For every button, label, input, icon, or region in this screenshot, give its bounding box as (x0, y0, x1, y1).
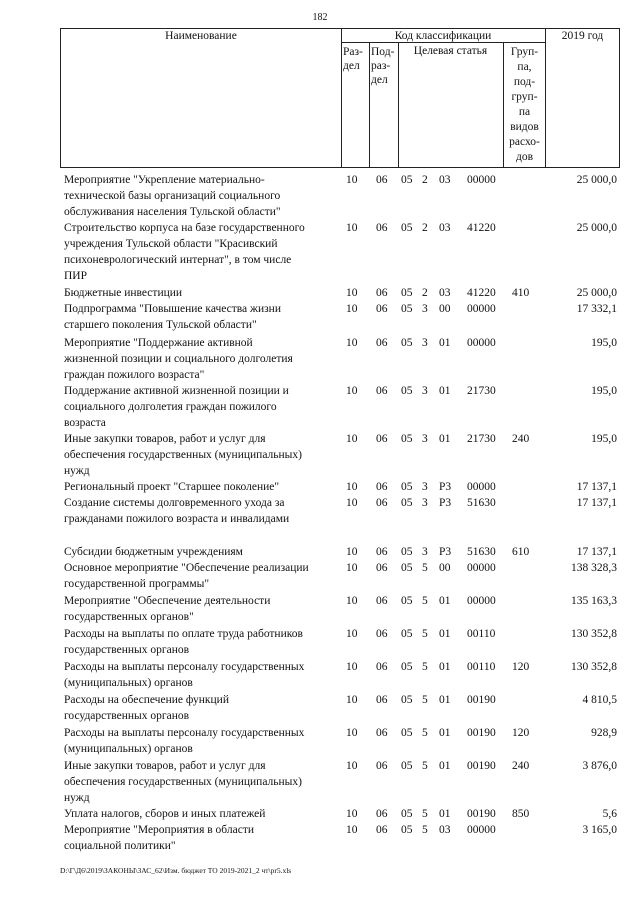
target-part2-cell: 5 (422, 661, 428, 673)
target-part1-cell: 05 (401, 385, 413, 397)
razdel-cell: 10 (346, 433, 358, 445)
razdel-cell: 10 (346, 174, 358, 186)
target-part4-cell: 00190 (467, 694, 496, 706)
header-target: Целевая статья (413, 45, 488, 57)
amount-cell: 130 352,8 (571, 661, 617, 673)
target-part1-cell: 05 (401, 546, 413, 558)
amount-cell: 195,0 (591, 433, 617, 445)
header-podrazdel: Под- раз- дел (371, 46, 395, 86)
target-part4-cell: 51630 (467, 546, 496, 558)
target-part2-cell: 5 (422, 808, 428, 820)
target-part2-cell: 5 (422, 824, 428, 836)
header-top-border (60, 28, 620, 29)
target-part1-cell: 05 (401, 562, 413, 574)
target-part3-cell: Р3 (439, 481, 452, 493)
razdel-cell: 10 (346, 222, 358, 234)
target-part2-cell: 3 (422, 546, 428, 558)
header-razdel-divider (369, 42, 370, 168)
target-part3-cell: 01 (439, 385, 451, 397)
row-name: Мероприятие "Обеспечение деятельности государственных органов" (64, 595, 271, 623)
row-name: Расходы на обеспечение функций государственных органов (64, 694, 229, 722)
header-name: Наименование (165, 30, 237, 42)
vid-cell: 120 (512, 661, 530, 673)
target-part2-cell: 5 (422, 628, 428, 640)
target-part3-cell: 00 (439, 303, 451, 315)
amount-cell: 135 163,3 (571, 595, 617, 607)
podrazdel-cell: 06 (376, 694, 388, 706)
podrazdel-cell: 06 (376, 546, 388, 558)
target-part2-cell: 3 (422, 497, 428, 509)
row-name: Бюджетные инвестиции (64, 287, 183, 299)
target-part3-cell: 01 (439, 808, 451, 820)
target-part4-cell: 00000 (467, 481, 496, 493)
row-name: Расходы на выплаты персоналу государственных (муниципальных) органов (64, 661, 305, 689)
vid-cell: 240 (512, 433, 530, 445)
row-name: Строительство корпуса на базе государственного учреждения Тульской области "Красивский психоневрологический интернат", в том числе ПИР (64, 222, 305, 282)
target-part4-cell: 00190 (467, 760, 496, 772)
target-part3-cell: 03 (439, 222, 451, 234)
row-name: Уплата налогов, сборов и иных платежей (64, 808, 266, 820)
target-part3-cell: 03 (439, 174, 451, 186)
header-year-divider (545, 28, 546, 168)
header-name-divider (341, 28, 342, 168)
header-code-group: Код классификации (394, 30, 492, 42)
razdel-cell: 10 (346, 824, 358, 836)
podrazdel-cell: 06 (376, 303, 388, 315)
target-part1-cell: 05 (401, 661, 413, 673)
target-part1-cell: 05 (401, 595, 413, 607)
target-part3-cell: 01 (439, 661, 451, 673)
row-name: Мероприятие "Поддержание активной жизненной позиции и социального долголетия граждан пожилого возраста" (64, 337, 293, 381)
target-part4-cell: 00110 (467, 628, 496, 640)
podrazdel-cell: 06 (376, 497, 388, 509)
target-part1-cell: 05 (401, 174, 413, 186)
target-part1-cell: 05 (401, 287, 413, 299)
amount-cell: 130 352,8 (571, 628, 617, 640)
podrazdel-cell: 06 (376, 287, 388, 299)
target-part3-cell: 01 (439, 628, 451, 640)
podrazdel-cell: 06 (376, 628, 388, 640)
target-part2-cell: 3 (422, 433, 428, 445)
razdel-cell: 10 (346, 497, 358, 509)
target-part1-cell: 05 (401, 222, 413, 234)
header-year: 2019 год (561, 30, 604, 42)
vid-cell: 410 (512, 287, 530, 299)
target-part4-cell: 41220 (467, 222, 496, 234)
target-part1-cell: 05 (401, 824, 413, 836)
razdel-cell: 10 (346, 481, 358, 493)
target-part2-cell: 5 (422, 562, 428, 574)
podrazdel-cell: 06 (376, 481, 388, 493)
target-part2-cell: 2 (422, 174, 428, 186)
target-part4-cell: 00000 (467, 562, 496, 574)
amount-cell: 17 137,1 (576, 546, 617, 558)
amount-cell: 195,0 (591, 385, 617, 397)
podrazdel-cell: 06 (376, 808, 388, 820)
row-name: Расходы на выплаты персоналу государственных (муниципальных) органов (64, 727, 305, 755)
target-part2-cell: 2 (422, 287, 428, 299)
target-part2-cell: 5 (422, 595, 428, 607)
amount-cell: 3 165,0 (582, 824, 617, 836)
razdel-cell: 10 (346, 337, 358, 349)
header-code-subline (341, 42, 545, 43)
target-part1-cell: 05 (401, 760, 413, 772)
amount-cell: 928,9 (591, 727, 617, 739)
amount-cell: 17 137,1 (576, 497, 617, 509)
target-part2-cell: 3 (422, 481, 428, 493)
target-part1-cell: 05 (401, 808, 413, 820)
razdel-cell: 10 (346, 694, 358, 706)
target-part3-cell: 03 (439, 287, 451, 299)
target-part1-cell: 05 (401, 497, 413, 509)
target-part3-cell: 01 (439, 433, 451, 445)
target-part2-cell: 2 (422, 222, 428, 234)
target-part1-cell: 05 (401, 433, 413, 445)
target-part1-cell: 05 (401, 628, 413, 640)
target-part2-cell: 3 (422, 385, 428, 397)
target-part3-cell: Р3 (439, 546, 452, 558)
target-part4-cell: 41220 (467, 287, 496, 299)
target-part4-cell: 21730 (467, 433, 496, 445)
target-part1-cell: 05 (401, 694, 413, 706)
target-part3-cell: 01 (439, 694, 451, 706)
razdel-cell: 10 (346, 385, 358, 397)
amount-cell: 17 332,1 (576, 303, 617, 315)
podrazdel-cell: 06 (376, 385, 388, 397)
vid-cell: 120 (512, 727, 530, 739)
target-part1-cell: 05 (401, 303, 413, 315)
header-bottom-border (60, 167, 620, 168)
amount-cell: 25 000,0 (576, 174, 617, 186)
header-podrazdel-divider (398, 42, 399, 168)
header-vid: Груп- па, под- груп- па видов расхо- дов (509, 46, 540, 163)
header-left-border (60, 28, 61, 168)
amount-cell: 195,0 (591, 337, 617, 349)
podrazdel-cell: 06 (376, 174, 388, 186)
razdel-cell: 10 (346, 303, 358, 315)
row-name: Мероприятие "Мероприятия в области социальной политики" (64, 824, 254, 852)
podrazdel-cell: 06 (376, 562, 388, 574)
target-part1-cell: 05 (401, 481, 413, 493)
amount-cell: 25 000,0 (576, 287, 617, 299)
file-path-footer: D:\Г\Д6\2019\ЗАКОНЫ\ЗАС_62\Изм. бюджет ТО 2019-2021_2 чт\pr5.xls (60, 866, 292, 875)
target-part3-cell: 03 (439, 824, 451, 836)
razdel-cell: 10 (346, 661, 358, 673)
row-name: Мероприятие "Укрепление материально- технической базы организаций социального обслуживания населения Тульской области" (64, 174, 281, 218)
razdel-cell: 10 (346, 595, 358, 607)
target-part4-cell: 00000 (467, 824, 496, 836)
podrazdel-cell: 06 (376, 727, 388, 739)
amount-cell: 25 000,0 (576, 222, 617, 234)
razdel-cell: 10 (346, 628, 358, 640)
target-part4-cell: 00000 (467, 303, 496, 315)
podrazdel-cell: 06 (376, 661, 388, 673)
row-name: Региональный проект "Старшее поколение" (64, 481, 280, 493)
target-part2-cell: 3 (422, 337, 428, 349)
razdel-cell: 10 (346, 727, 358, 739)
row-name: Основное мероприятие "Обеспечение реализации государственной программы" (64, 562, 309, 590)
razdel-cell: 10 (346, 562, 358, 574)
podrazdel-cell: 06 (376, 337, 388, 349)
target-part3-cell: 00 (439, 562, 451, 574)
target-part4-cell: 00000 (467, 595, 496, 607)
target-part4-cell: 00190 (467, 727, 496, 739)
row-name: Иные закупки товаров, работ и услуг для обеспечения государственных (муниципальных) нужд (64, 433, 302, 477)
vid-cell: 850 (512, 808, 530, 820)
target-part2-cell: 5 (422, 694, 428, 706)
header-razdel: Раз- дел (343, 46, 363, 72)
razdel-cell: 10 (346, 760, 358, 772)
page-number: 182 (312, 12, 328, 23)
row-name: Поддержание активной жизненной позиции и социального долголетия граждан пожилого возраста (64, 385, 289, 429)
vid-cell: 610 (512, 546, 530, 558)
row-name: Иные закупки товаров, работ и услуг для обеспечения государственных (муниципальных) нужд (64, 760, 302, 804)
row-name: Создание системы долговременного ухода за гражданами пожилого возраста и инвалидами (64, 497, 290, 525)
amount-cell: 138 328,3 (571, 562, 617, 574)
podrazdel-cell: 06 (376, 824, 388, 836)
row-name: Субсидии бюджетным учреждениям (64, 546, 243, 558)
target-part1-cell: 05 (401, 337, 413, 349)
target-part3-cell: 01 (439, 337, 451, 349)
target-part1-cell: 05 (401, 727, 413, 739)
amount-cell: 5,6 (602, 808, 617, 820)
podrazdel-cell: 06 (376, 595, 388, 607)
row-name: Расходы на выплаты по оплате труда работников государственных органов (64, 628, 303, 656)
target-part4-cell: 00000 (467, 337, 496, 349)
target-part2-cell: 5 (422, 727, 428, 739)
razdel-cell: 10 (346, 287, 358, 299)
target-part4-cell: 00190 (467, 808, 496, 820)
podrazdel-cell: 06 (376, 433, 388, 445)
amount-cell: 4 810,5 (582, 694, 617, 706)
amount-cell: 3 876,0 (582, 760, 617, 772)
target-part4-cell: 21730 (467, 385, 496, 397)
target-part4-cell: 51630 (467, 497, 496, 509)
target-part4-cell: 00110 (467, 661, 496, 673)
target-part2-cell: 5 (422, 760, 428, 772)
target-part3-cell: 01 (439, 727, 451, 739)
vid-cell: 240 (512, 760, 530, 772)
podrazdel-cell: 06 (376, 222, 388, 234)
row-name: Подпрограмма "Повышение качества жизни старшего поколения Тульской области" (64, 303, 281, 331)
target-part4-cell: 00000 (467, 174, 496, 186)
header-right-border (619, 28, 620, 168)
target-part3-cell: Р3 (439, 497, 452, 509)
target-part3-cell: 01 (439, 760, 451, 772)
podrazdel-cell: 06 (376, 760, 388, 772)
target-part3-cell: 01 (439, 595, 451, 607)
amount-cell: 17 137,1 (576, 481, 617, 493)
target-part2-cell: 3 (422, 303, 428, 315)
razdel-cell: 10 (346, 808, 358, 820)
razdel-cell: 10 (346, 546, 358, 558)
